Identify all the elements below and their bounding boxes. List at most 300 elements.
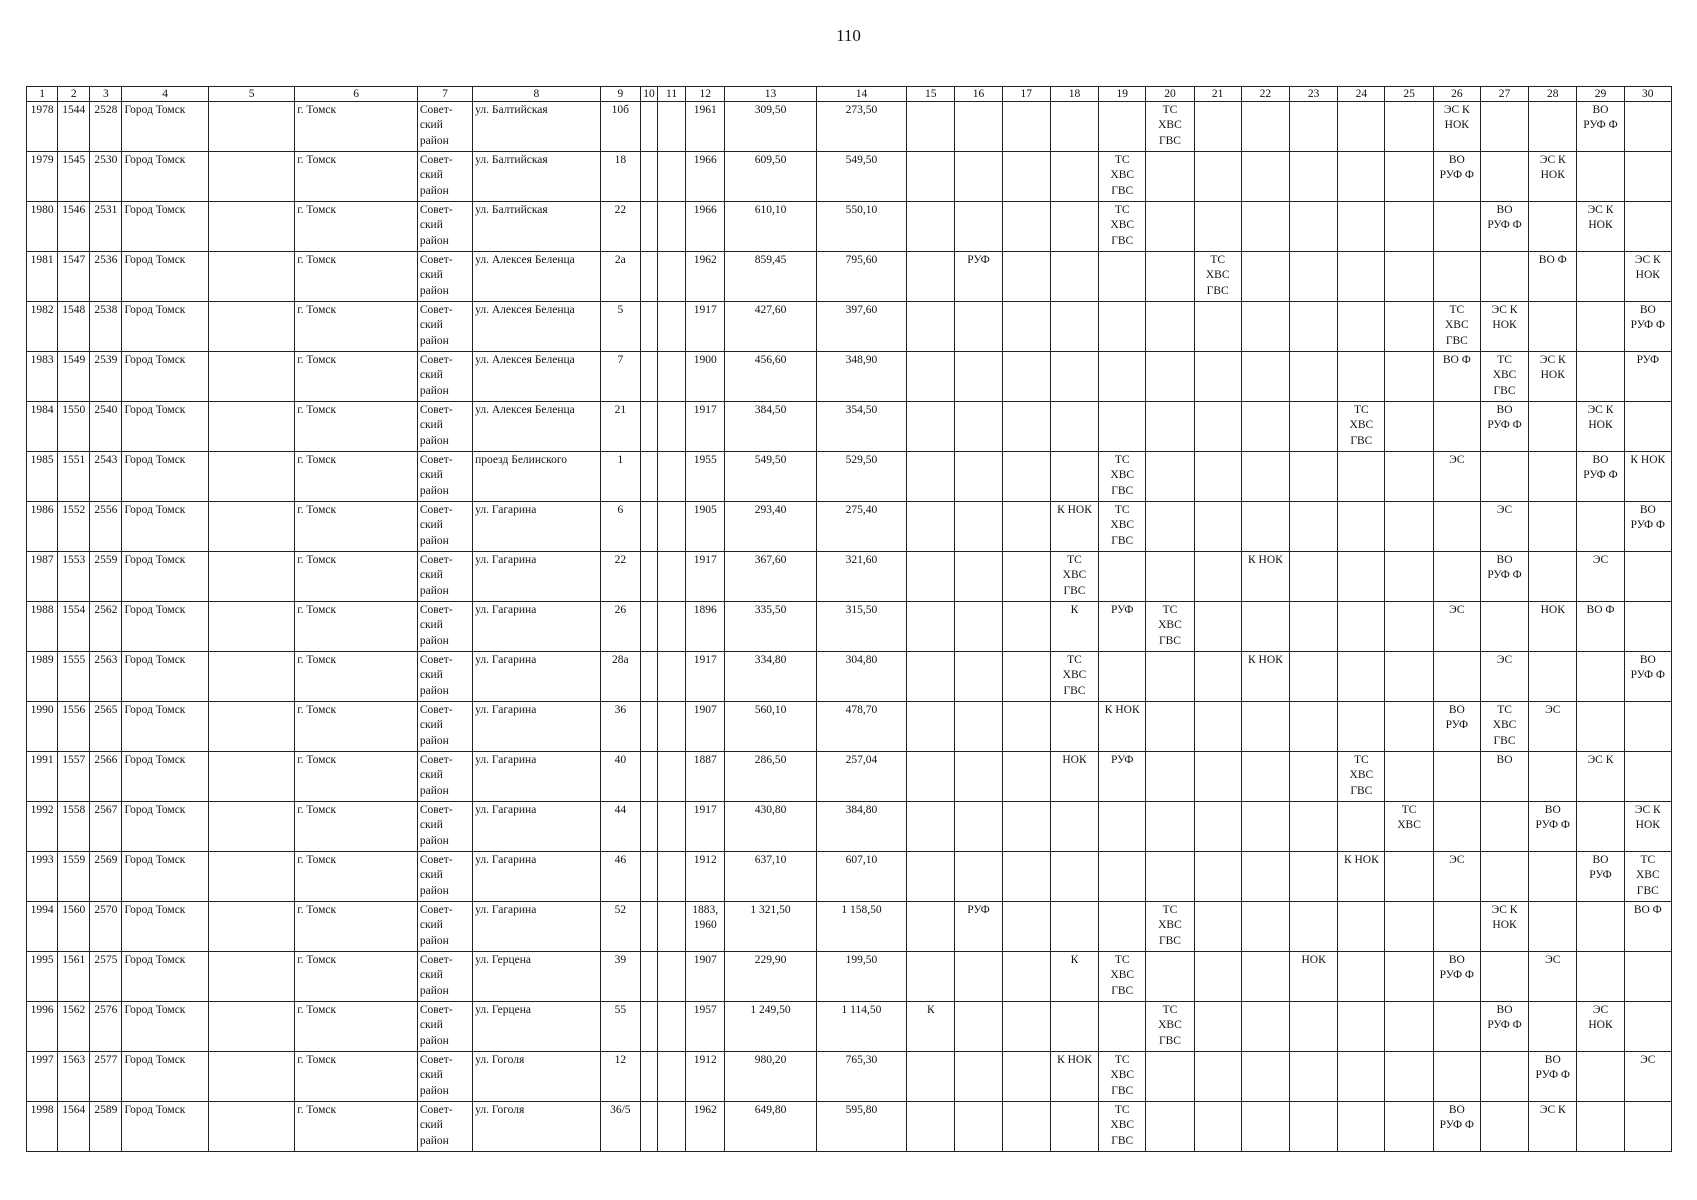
table-cell-col-18: ТС ХВС ГВС: [1050, 652, 1098, 702]
table-cell-col-4: Город Томск: [122, 652, 208, 702]
table-cell-col-24: ТС ХВС ГВС: [1338, 402, 1385, 452]
column-header-30: 30: [1624, 87, 1671, 102]
table-cell-col-9: 12: [600, 1052, 640, 1102]
table-cell-col-25: [1385, 952, 1433, 1002]
table-cell-col-27: [1480, 802, 1528, 852]
table-cell-col-12: 1962: [686, 252, 725, 302]
column-header-11: 11: [658, 87, 686, 102]
table-cell-col-26: [1433, 652, 1480, 702]
table-cell-col-23: [1290, 202, 1338, 252]
table-cell-col-22: [1241, 952, 1289, 1002]
table-cell-col-30: [1624, 552, 1671, 602]
table-cell-col-5: [208, 1002, 294, 1052]
column-header-19: 19: [1099, 87, 1146, 102]
table-cell-col-8: ул. Гагарина: [473, 852, 601, 902]
table-cell-col-20: [1146, 852, 1194, 902]
table-cell-col-18: [1050, 702, 1098, 752]
table-cell-col-1: 1998: [27, 1102, 58, 1152]
table-cell-col-6: г. Томск: [295, 852, 418, 902]
table-cell-col-21: [1194, 202, 1241, 252]
table-cell-col-28: [1529, 752, 1577, 802]
table-cell-col-19: [1099, 252, 1146, 302]
table-cell-col-28: ЭС К НОК: [1529, 352, 1577, 402]
table-cell-col-30: ТС ХВС ГВС: [1624, 852, 1671, 902]
table-cell-col-22: [1241, 102, 1289, 152]
table-cell-col-27: [1480, 1052, 1528, 1102]
table-cell-col-17: [1002, 252, 1050, 302]
table-cell-col-20: [1146, 502, 1194, 552]
table-cell-col-15: [907, 502, 955, 552]
table-cell-col-4: Город Томск: [122, 552, 208, 602]
table-cell-col-21: [1194, 802, 1241, 852]
table-cell-col-25: [1385, 702, 1433, 752]
table-cell-col-8: ул. Герцена: [473, 952, 601, 1002]
table-cell-col-28: ВО РУФ Ф: [1529, 1052, 1577, 1102]
table-cell-col-14: 199,50: [816, 952, 906, 1002]
table-cell-col-18: К НОК: [1050, 502, 1098, 552]
table-cell-col-22: [1241, 802, 1289, 852]
table-cell-col-8: ул. Балтийская: [473, 202, 601, 252]
table-cell-col-9: 6: [600, 502, 640, 552]
table-cell-col-22: [1241, 1102, 1289, 1152]
table-cell-col-8: ул. Алексея Беленца: [473, 402, 601, 452]
table-cell-col-14: 397,60: [816, 302, 906, 352]
table-cell-col-16: РУФ: [955, 902, 1002, 952]
table-cell-col-10: [640, 202, 657, 252]
table-cell-col-29: ЭС: [1577, 552, 1624, 602]
column-header-26: 26: [1433, 87, 1480, 102]
table-cell-col-10: [640, 152, 657, 202]
table-cell-col-17: [1002, 1002, 1050, 1052]
table-cell-col-18: [1050, 202, 1098, 252]
table-cell-col-29: ВО РУФ: [1577, 852, 1624, 902]
table-cell-col-9: 28а: [600, 652, 640, 702]
column-header-14: 14: [816, 87, 906, 102]
table-cell-col-23: НОК: [1290, 952, 1338, 1002]
table-cell-col-9: 39: [600, 952, 640, 1002]
table-row: [27, 752, 1672, 802]
table-cell-col-19: РУФ: [1099, 602, 1146, 652]
table-cell-col-25: [1385, 452, 1433, 502]
table-cell-col-21: [1194, 1102, 1241, 1152]
table-cell-col-8: ул. Гоголя: [473, 1052, 601, 1102]
table-cell-col-2: 1564: [58, 1102, 90, 1152]
table-cell-col-27: ЭС: [1480, 652, 1528, 702]
table-cell-col-25: [1385, 1052, 1433, 1102]
table-cell-col-26: [1433, 802, 1480, 852]
table-cell-col-28: ВО Ф: [1529, 252, 1577, 302]
table-cell-col-30: ВО РУФ Ф: [1624, 652, 1671, 702]
table-cell-col-13: 334,80: [725, 652, 816, 702]
table-cell-col-12: 1905: [686, 502, 725, 552]
table-cell-col-28: [1529, 202, 1577, 252]
table-cell-col-30: [1624, 402, 1671, 452]
table-cell-col-7: Совет- ский район: [417, 702, 472, 752]
table-cell-col-24: [1338, 102, 1385, 152]
table-cell-col-12: 1912: [686, 852, 725, 902]
table-cell-col-9: 22: [600, 552, 640, 602]
table-cell-col-16: [955, 502, 1002, 552]
column-header-22: 22: [1241, 87, 1289, 102]
table-cell-col-9: 7: [600, 352, 640, 402]
table-cell-col-22: К НОК: [1241, 652, 1289, 702]
table-cell-col-4: Город Томск: [122, 302, 208, 352]
table-cell-col-12: 1955: [686, 452, 725, 502]
table-cell-col-27: ВО РУФ Ф: [1480, 1002, 1528, 1052]
table-cell-col-4: Город Томск: [122, 252, 208, 302]
table-cell-col-30: [1624, 1102, 1671, 1152]
table-cell-col-10: [640, 1002, 657, 1052]
table-cell-col-23: [1290, 652, 1338, 702]
table-cell-col-24: [1338, 152, 1385, 202]
table-cell-col-7: Совет- ский район: [417, 552, 472, 602]
table-row: [27, 952, 1672, 1002]
table-row: [27, 452, 1672, 502]
table-cell-col-11: [658, 1002, 686, 1052]
table-cell-col-4: Город Томск: [122, 852, 208, 902]
table-cell-col-28: [1529, 902, 1577, 952]
housing-registry-table: [26, 86, 1672, 1152]
table-cell-col-15: [907, 652, 955, 702]
table-cell-col-10: [640, 552, 657, 602]
table-cell-col-11: [658, 202, 686, 252]
table-cell-col-15: [907, 302, 955, 352]
table-cell-col-4: Город Томск: [122, 452, 208, 502]
table-cell-col-14: 304,80: [816, 652, 906, 702]
column-header-28: 28: [1529, 87, 1577, 102]
table-cell-col-18: [1050, 1002, 1098, 1052]
table-cell-col-18: [1050, 302, 1098, 352]
table-cell-col-18: [1050, 252, 1098, 302]
table-cell-col-17: [1002, 852, 1050, 902]
table-cell-col-1: 1986: [27, 502, 58, 552]
table-cell-col-25: [1385, 152, 1433, 202]
table-cell-col-7: Совет- ский район: [417, 1052, 472, 1102]
table-cell-col-1: 1985: [27, 452, 58, 502]
table-cell-col-4: Город Томск: [122, 902, 208, 952]
table-cell-col-24: [1338, 452, 1385, 502]
table-cell-col-25: [1385, 302, 1433, 352]
table-cell-col-11: [658, 902, 686, 952]
table-cell-col-9: 44: [600, 802, 640, 852]
table-cell-col-8: ул. Гагарина: [473, 802, 601, 852]
table-cell-col-10: [640, 252, 657, 302]
table-cell-col-26: ВО РУФ: [1433, 702, 1480, 752]
table-cell-col-21: [1194, 1052, 1241, 1102]
table-cell-col-10: [640, 952, 657, 1002]
table-cell-col-4: Город Томск: [122, 802, 208, 852]
table-cell-col-11: [658, 1052, 686, 1102]
table-cell-col-21: [1194, 902, 1241, 952]
table-cell-col-5: [208, 802, 294, 852]
table-cell-col-19: ТС ХВС ГВС: [1099, 452, 1146, 502]
table-cell-col-19: ТС ХВС ГВС: [1099, 152, 1146, 202]
table-cell-col-17: [1002, 702, 1050, 752]
table-cell-col-16: [955, 452, 1002, 502]
table-cell-col-20: [1146, 302, 1194, 352]
table-cell-col-4: Город Томск: [122, 202, 208, 252]
table-cell-col-21: [1194, 152, 1241, 202]
table-cell-col-24: [1338, 702, 1385, 752]
table-cell-col-11: [658, 802, 686, 852]
table-cell-col-24: [1338, 902, 1385, 952]
table-row: [27, 152, 1672, 202]
table-cell-col-26: ЭС К НОК: [1433, 102, 1480, 152]
table-cell-col-13: 859,45: [725, 252, 816, 302]
table-cell-col-3: 2538: [90, 302, 122, 352]
table-cell-col-13: 367,60: [725, 552, 816, 602]
table-cell-col-3: 2565: [90, 702, 122, 752]
table-cell-col-29: ВО Ф: [1577, 602, 1624, 652]
table-cell-col-11: [658, 602, 686, 652]
table-row: [27, 802, 1672, 852]
table-cell-col-7: Совет- ский район: [417, 302, 472, 352]
table-cell-col-17: [1002, 102, 1050, 152]
table-cell-col-29: [1577, 802, 1624, 852]
table-cell-col-18: [1050, 902, 1098, 952]
table-cell-col-6: г. Томск: [295, 802, 418, 852]
table-cell-col-23: [1290, 502, 1338, 552]
table-cell-col-19: РУФ: [1099, 752, 1146, 802]
table-cell-col-7: Совет- ский район: [417, 752, 472, 802]
table-cell-col-21: [1194, 652, 1241, 702]
table-cell-col-7: Совет- ский район: [417, 252, 472, 302]
table-cell-col-13: 560,10: [725, 702, 816, 752]
table-cell-col-10: [640, 902, 657, 952]
table-cell-col-18: НОК: [1050, 752, 1098, 802]
table-cell-col-12: 1896: [686, 602, 725, 652]
table-cell-col-27: [1480, 152, 1528, 202]
table-cell-col-19: [1099, 402, 1146, 452]
table-cell-col-7: Совет- ский район: [417, 902, 472, 952]
table-cell-col-2: 1545: [58, 152, 90, 202]
table-cell-col-22: [1241, 302, 1289, 352]
table-cell-col-18: [1050, 352, 1098, 402]
column-header-10: 10: [640, 87, 657, 102]
table-row: [27, 902, 1672, 952]
column-header-row: [27, 87, 1672, 102]
table-cell-col-26: [1433, 252, 1480, 302]
column-header-18: 18: [1050, 87, 1098, 102]
table-cell-col-13: 610,10: [725, 202, 816, 252]
table-cell-col-20: [1146, 702, 1194, 752]
table-cell-col-7: Совет- ский район: [417, 1002, 472, 1052]
table-cell-col-7: Совет- ский район: [417, 952, 472, 1002]
table-cell-col-7: Совет- ский район: [417, 152, 472, 202]
table-cell-col-23: [1290, 1052, 1338, 1102]
table-cell-col-1: 1991: [27, 752, 58, 802]
table-cell-col-10: [640, 302, 657, 352]
table-cell-col-17: [1002, 802, 1050, 852]
table-cell-col-4: Город Томск: [122, 1102, 208, 1152]
table-cell-col-22: [1241, 1052, 1289, 1102]
table-cell-col-28: [1529, 502, 1577, 552]
table-cell-col-25: ТС ХВС: [1385, 802, 1433, 852]
table-cell-col-29: [1577, 502, 1624, 552]
table-cell-col-16: [955, 302, 1002, 352]
table-cell-col-28: [1529, 852, 1577, 902]
table-cell-col-7: Совет- ский район: [417, 652, 472, 702]
table-cell-col-8: ул. Гагарина: [473, 902, 601, 952]
table-cell-col-14: 1 158,50: [816, 902, 906, 952]
table-cell-col-22: [1241, 452, 1289, 502]
table-cell-col-1: 1987: [27, 552, 58, 602]
table-cell-col-2: 1558: [58, 802, 90, 852]
table-cell-col-25: [1385, 252, 1433, 302]
table-cell-col-3: 2575: [90, 952, 122, 1002]
table-cell-col-29: ЭС НОК: [1577, 1002, 1624, 1052]
table-cell-col-26: [1433, 752, 1480, 802]
table-cell-col-11: [658, 152, 686, 202]
table-cell-col-5: [208, 1052, 294, 1102]
table-cell-col-16: [955, 1102, 1002, 1152]
table-cell-col-24: [1338, 1102, 1385, 1152]
table-cell-col-4: Город Томск: [122, 352, 208, 402]
table-cell-col-10: [640, 602, 657, 652]
table-cell-col-6: г. Томск: [295, 552, 418, 602]
table-cell-col-30: ВО РУФ Ф: [1624, 502, 1671, 552]
table-cell-col-24: [1338, 1052, 1385, 1102]
table-cell-col-4: Город Томск: [122, 102, 208, 152]
table-cell-col-16: [955, 952, 1002, 1002]
table-cell-col-20: [1146, 552, 1194, 602]
table-cell-col-22: К НОК: [1241, 552, 1289, 602]
table-cell-col-27: ТС ХВС ГВС: [1480, 352, 1528, 402]
table-cell-col-19: [1099, 552, 1146, 602]
table-cell-col-11: [658, 652, 686, 702]
column-header-21: 21: [1194, 87, 1241, 102]
column-header-13: 13: [725, 87, 816, 102]
table-cell-col-5: [208, 902, 294, 952]
table-cell-col-30: К НОК: [1624, 452, 1671, 502]
table-cell-col-2: 1559: [58, 852, 90, 902]
table-cell-col-18: [1050, 1102, 1098, 1152]
table-cell-col-23: [1290, 802, 1338, 852]
table-cell-col-13: 286,50: [725, 752, 816, 802]
table-cell-col-10: [640, 502, 657, 552]
table-cell-col-15: [907, 952, 955, 1002]
table-cell-col-28: [1529, 402, 1577, 452]
table-cell-col-25: [1385, 652, 1433, 702]
table-cell-col-19: [1099, 302, 1146, 352]
table-cell-col-15: [907, 752, 955, 802]
table-cell-col-3: 2562: [90, 602, 122, 652]
table-cell-col-1: 1988: [27, 602, 58, 652]
table-cell-col-10: [640, 802, 657, 852]
column-header-27: 27: [1480, 87, 1528, 102]
table-cell-col-12: 1966: [686, 152, 725, 202]
table-cell-col-8: ул. Балтийская: [473, 152, 601, 202]
table-cell-col-15: [907, 402, 955, 452]
table-cell-col-5: [208, 702, 294, 752]
table-cell-col-6: г. Томск: [295, 952, 418, 1002]
table-cell-col-28: [1529, 652, 1577, 702]
table-cell-col-25: [1385, 902, 1433, 952]
table-cell-col-8: ул. Гоголя: [473, 1102, 601, 1152]
table-cell-col-1: 1984: [27, 402, 58, 452]
table-cell-col-16: [955, 852, 1002, 902]
table-cell-col-2: 1544: [58, 102, 90, 152]
table-cell-col-23: [1290, 852, 1338, 902]
table-cell-col-2: 1563: [58, 1052, 90, 1102]
table-cell-col-7: Совет- ский район: [417, 502, 472, 552]
table-cell-col-11: [658, 1102, 686, 1152]
table-cell-col-21: [1194, 852, 1241, 902]
table-cell-col-8: ул. Гагарина: [473, 602, 601, 652]
table-cell-col-5: [208, 152, 294, 202]
table-cell-col-6: г. Томск: [295, 752, 418, 802]
table-cell-col-25: [1385, 202, 1433, 252]
table-cell-col-15: [907, 252, 955, 302]
table-cell-col-6: г. Томск: [295, 152, 418, 202]
table-cell-col-5: [208, 202, 294, 252]
table-cell-col-17: [1002, 952, 1050, 1002]
table-row: [27, 1102, 1672, 1152]
table-cell-col-3: 2556: [90, 502, 122, 552]
table-cell-col-9: 40: [600, 752, 640, 802]
table-cell-col-28: ЭС К: [1529, 1102, 1577, 1152]
table-cell-col-29: [1577, 702, 1624, 752]
table-cell-col-27: ЭС К НОК: [1480, 302, 1528, 352]
table-cell-col-5: [208, 1102, 294, 1152]
table-cell-col-25: [1385, 102, 1433, 152]
table-cell-col-18: [1050, 402, 1098, 452]
table-cell-col-20: [1146, 352, 1194, 402]
table-cell-col-21: [1194, 502, 1241, 552]
table-cell-col-26: ВО РУФ Ф: [1433, 1102, 1480, 1152]
table-cell-col-23: [1290, 152, 1338, 202]
table-cell-col-17: [1002, 502, 1050, 552]
table-cell-col-3: 2589: [90, 1102, 122, 1152]
table-cell-col-18: ТС ХВС ГВС: [1050, 552, 1098, 602]
table-cell-col-3: 2531: [90, 202, 122, 252]
table-cell-col-15: [907, 102, 955, 152]
table-cell-col-12: 1962: [686, 1102, 725, 1152]
table-cell-col-29: [1577, 1102, 1624, 1152]
table-cell-col-19: [1099, 652, 1146, 702]
table-cell-col-2: 1550: [58, 402, 90, 452]
table-cell-col-20: [1146, 752, 1194, 802]
table-cell-col-20: [1146, 1102, 1194, 1152]
table-cell-col-13: 335,50: [725, 602, 816, 652]
table-cell-col-11: [658, 402, 686, 452]
table-cell-col-19: ТС ХВС ГВС: [1099, 1052, 1146, 1102]
table-row: [27, 502, 1672, 552]
table-cell-col-3: 2539: [90, 352, 122, 402]
table-cell-col-15: [907, 802, 955, 852]
table-cell-col-7: Совет- ский район: [417, 402, 472, 452]
table-cell-col-26: [1433, 1052, 1480, 1102]
table-cell-col-29: [1577, 952, 1624, 1002]
table-cell-col-25: [1385, 852, 1433, 902]
table-cell-col-24: [1338, 552, 1385, 602]
table-cell-col-19: К НОК: [1099, 702, 1146, 752]
table-cell-col-29: [1577, 652, 1624, 702]
table-cell-col-30: [1624, 202, 1671, 252]
table-cell-col-13: 427,60: [725, 302, 816, 352]
table-cell-col-11: [658, 252, 686, 302]
table-cell-col-13: 309,50: [725, 102, 816, 152]
table-cell-col-2: 1562: [58, 1002, 90, 1052]
table-cell-col-1: 1994: [27, 902, 58, 952]
table-cell-col-20: ТС ХВС ГВС: [1146, 602, 1194, 652]
table-cell-col-24: [1338, 352, 1385, 402]
table-cell-col-1: 1993: [27, 852, 58, 902]
table-cell-col-19: [1099, 1002, 1146, 1052]
table-cell-col-1: 1990: [27, 702, 58, 752]
table-cell-col-23: [1290, 402, 1338, 452]
table-cell-col-6: г. Томск: [295, 402, 418, 452]
